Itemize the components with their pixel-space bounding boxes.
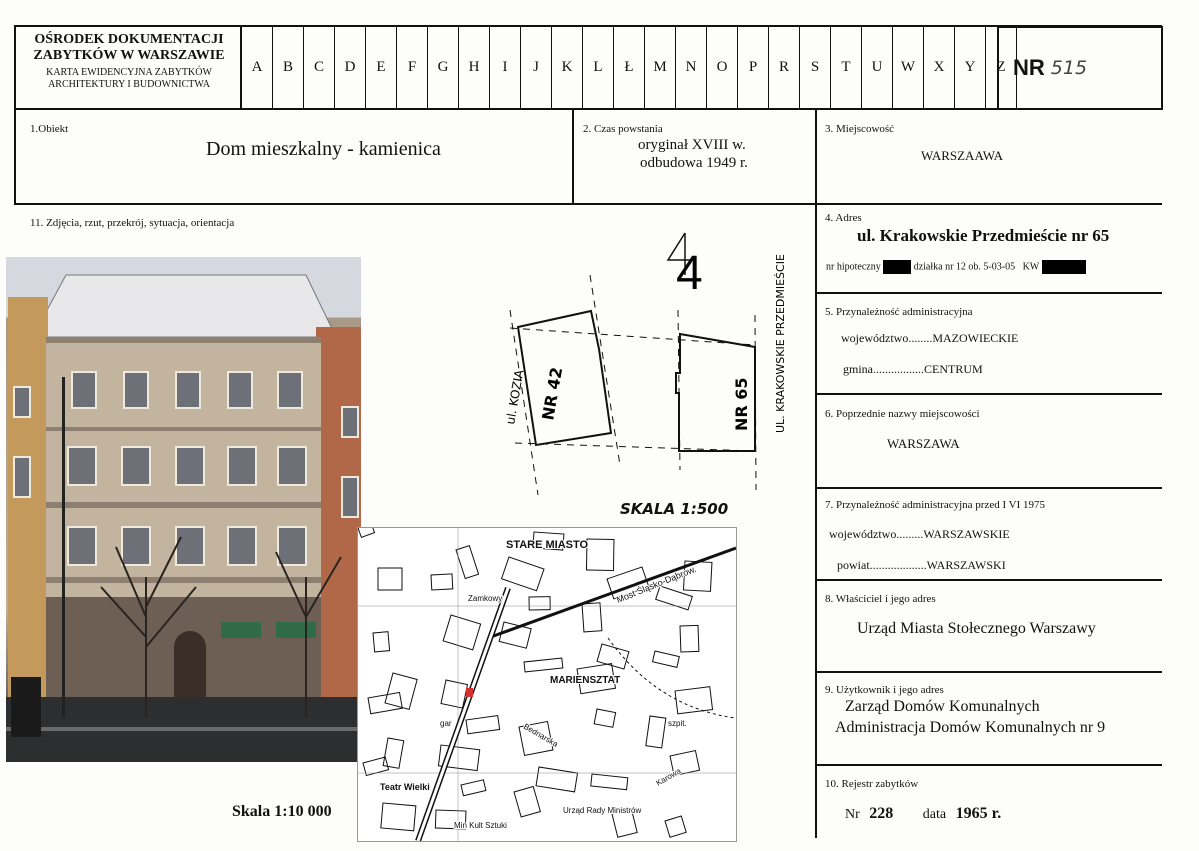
previous-name: WARSZAWA bbox=[887, 436, 960, 451]
s11-label: 11. Zdjęcia, rzut, przekrój, sytuacja, orientacja bbox=[30, 217, 235, 229]
s5-voivodeship: województwo........MAZOWIECKIE bbox=[841, 331, 1019, 345]
index-letter-cell: Y bbox=[955, 26, 986, 108]
s5-gmina: gmina.................CENTRUM bbox=[843, 362, 983, 376]
s2-label: 2. Czas powstania bbox=[583, 123, 663, 135]
building-photo bbox=[6, 257, 361, 762]
index-letter-cell: X bbox=[924, 26, 955, 108]
map-label-urzad: Urząd Rady Ministrów bbox=[563, 806, 642, 815]
index-letter-cell: P bbox=[738, 26, 769, 108]
register-date: 1965 r. bbox=[955, 805, 1002, 822]
mortgage-redaction bbox=[883, 260, 911, 274]
address: ul. Krakowskie Przedmieście nr 65 bbox=[857, 226, 1110, 245]
plot-number: działka nr 12 ob. 5-03-05 bbox=[913, 261, 1016, 273]
index-letter-cell: K bbox=[552, 26, 583, 108]
index-letter-cell: T bbox=[831, 26, 862, 108]
mortgage-line bbox=[826, 260, 1086, 274]
map-label-teatr: Teatr Wielki bbox=[380, 782, 430, 792]
map-label-stare-miasto: STARE MIASTO bbox=[506, 539, 589, 551]
index-letter-cell: R bbox=[769, 26, 800, 108]
object-name: Dom mieszkalny - kamienica bbox=[206, 138, 441, 160]
owner: Urząd Miasta Stołecznego Warszawy bbox=[857, 620, 1096, 637]
s6-bottom bbox=[815, 487, 1162, 489]
s7-bottom bbox=[815, 579, 1162, 581]
index-letter-cell: Z bbox=[986, 26, 1017, 108]
map-label-bednarska: Bednarska bbox=[522, 721, 560, 749]
map-label-mariensztat: MARIENSZTAT bbox=[550, 675, 621, 686]
street-left-label: ul. KOZIA bbox=[503, 368, 527, 426]
kw-label: KW bbox=[1022, 261, 1040, 273]
index-letter-cell: I bbox=[490, 26, 521, 108]
s1-label: 1.Obiekt bbox=[30, 123, 69, 135]
s3-label: 3. Miejscowość bbox=[825, 123, 895, 135]
org-name-line1: OŚRODEK DOKUMENTACJI bbox=[34, 32, 224, 47]
s4-bottom bbox=[815, 292, 1162, 294]
org-header bbox=[18, 32, 240, 91]
index-letter-cell: Ł bbox=[614, 26, 645, 108]
s6-label: 6. Poprzednie nazwy miejscowości bbox=[825, 408, 980, 420]
kw-redaction bbox=[1042, 260, 1086, 274]
s9-label: 9. Użytkownik i jego adres bbox=[825, 684, 944, 696]
s8-label: 8. Właściciel i jego adres bbox=[825, 593, 936, 605]
index-letter-cell: D bbox=[335, 26, 366, 108]
index-letter-cell: N bbox=[676, 26, 707, 108]
index-letter-cell: C bbox=[304, 26, 335, 108]
map-drawing bbox=[358, 528, 736, 841]
s5-label: 5. Przynależność administracyjna bbox=[825, 306, 973, 318]
date-rebuild: odbudowa 1949 r. bbox=[640, 155, 748, 171]
index-letter-cell: E bbox=[366, 26, 397, 108]
map-label-zamkowy: Zamkowy bbox=[468, 594, 503, 603]
map-label-most: Most Śląsko-Dąbrow. bbox=[615, 563, 698, 605]
plot-sketch bbox=[490, 215, 810, 525]
register-line bbox=[845, 805, 1001, 823]
s1-s2-divider bbox=[572, 108, 574, 205]
index-letter-cell: M bbox=[645, 26, 676, 108]
index-letter-cell: J bbox=[521, 26, 552, 108]
s9-bottom bbox=[815, 764, 1162, 766]
map-label-szpit: szpit. bbox=[668, 719, 687, 728]
index-letter-cell: U bbox=[862, 26, 893, 108]
north-number: 4 bbox=[676, 247, 703, 300]
s7-label: 7. Przynależność administracyjna przed I VI 1975 bbox=[825, 499, 1046, 511]
sketch-scale: SKALA 1:500 bbox=[620, 500, 729, 518]
s7-voivodeship: województwo.........WARSZAWSKIE bbox=[829, 527, 1010, 541]
index-letters bbox=[242, 26, 1017, 108]
user-line2: Administracja Domów Komunalnych nr 9 bbox=[835, 719, 1106, 736]
plot-right-label: NR 65 bbox=[732, 377, 751, 431]
org-name-line2: ZABYTKÓW W WARSZAWIE bbox=[33, 48, 225, 63]
index-letter-cell: F bbox=[397, 26, 428, 108]
index-letter-cell: S bbox=[800, 26, 831, 108]
situation-map bbox=[357, 527, 737, 842]
left-border bbox=[14, 25, 16, 205]
index-letter-cell: B bbox=[273, 26, 304, 108]
s8-bottom bbox=[815, 671, 1162, 673]
header-bottom bbox=[14, 108, 998, 110]
map-label-gar: gar bbox=[440, 719, 452, 728]
index-letter-cell: L bbox=[583, 26, 614, 108]
street-right-label: UL. KRAKOWSKIE PRZEDMIEŚCIE bbox=[774, 254, 787, 433]
card-type-line2: ARCHITEKTURY I BUDOWNICTWA bbox=[48, 79, 210, 90]
index-letter-cell: H bbox=[459, 26, 490, 108]
register-date-label: data bbox=[922, 807, 947, 822]
mortgage-label: nr hipoteczny bbox=[826, 261, 881, 273]
row1-bottom bbox=[14, 203, 1162, 205]
map-label-min-kult: Min Kult Sztuki bbox=[454, 821, 507, 830]
user-line1: Zarząd Domów Komunalnych bbox=[845, 698, 1040, 715]
nr-box bbox=[997, 26, 1163, 110]
nr-label: NR bbox=[1013, 55, 1045, 80]
s4-label: 4. Adres bbox=[825, 212, 862, 224]
locality: WARSZAAWA bbox=[921, 148, 1004, 163]
register-nr: 228 bbox=[869, 805, 894, 822]
map-label-karowa: Karowa bbox=[654, 766, 683, 788]
s10-label: 10. Rejestr zabytków bbox=[825, 778, 919, 790]
main-divider bbox=[815, 108, 817, 838]
register-nr-label: Nr bbox=[845, 807, 860, 822]
index-letter-cell: W bbox=[893, 26, 924, 108]
building-illustration bbox=[6, 257, 361, 762]
index-letter-cell: O bbox=[707, 26, 738, 108]
card-type-line1: KARTA EWIDENCYJNA ZABYTKÓW bbox=[46, 67, 212, 78]
map-scale: Skala 1:10 000 bbox=[232, 803, 332, 820]
index-letter-cell: A bbox=[242, 26, 273, 108]
s7-powiat: powiat...................WARSZAWSKI bbox=[837, 558, 1006, 572]
index-letter-cell: G bbox=[428, 26, 459, 108]
nr-value: 515 bbox=[1050, 57, 1088, 79]
date-original: oryginał XVIII w. bbox=[638, 137, 746, 153]
s5-bottom bbox=[815, 393, 1162, 395]
plot-left-label: NR 42 bbox=[538, 365, 567, 422]
